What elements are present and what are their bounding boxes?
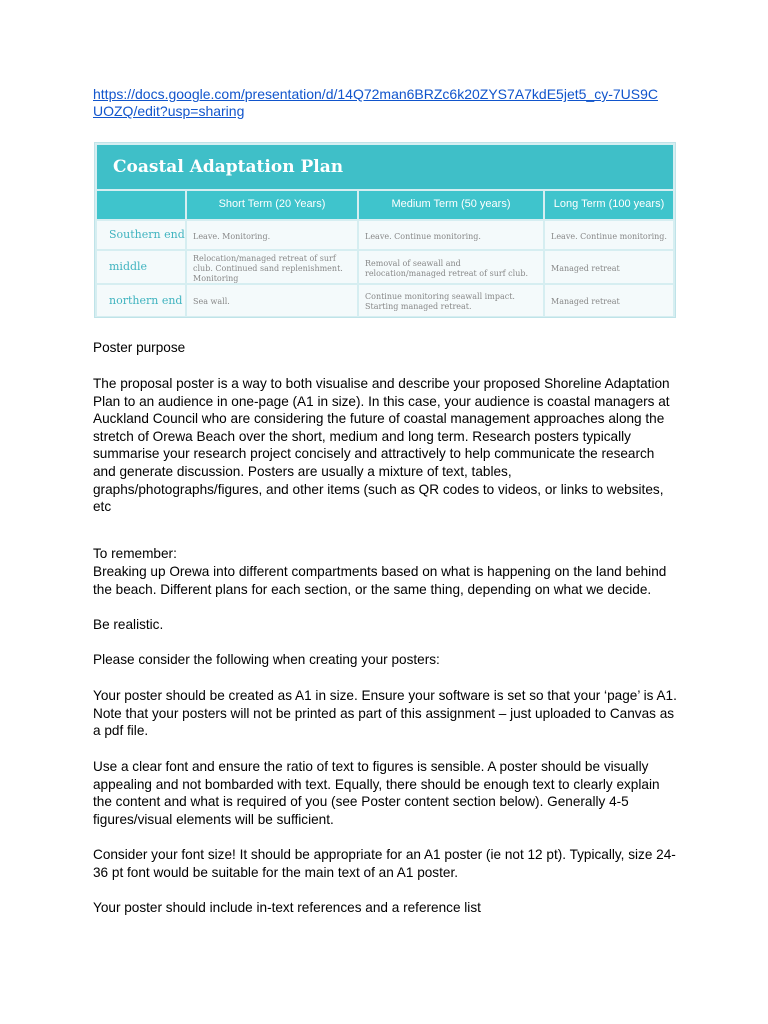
- paragraph-be-realistic: Be realistic.: [93, 617, 164, 632]
- cell-southern-long: Leave. Continue monitoring.: [545, 221, 673, 249]
- cell-middle-short: Relocation/managed retreat of surf club. Continued sand replenishment. Monitoring: [187, 251, 357, 283]
- paragraph-font-size: Consider your font size! It should be appropriate for an A1 poster (ie not 12 pt). Typically, size 24-36 pt font would be suitable for the main text of an A1 poster.: [93, 847, 676, 880]
- presentation-link[interactable]: [93, 86, 671, 120]
- paragraph-consider: Please consider the following when creating your posters:: [93, 652, 440, 667]
- header-medium-term: Medium Term (50 years): [359, 191, 543, 219]
- cell-middle-medium: Removal of seawall and relocation/managed retreat of surf club.: [359, 251, 543, 283]
- link-line-2[interactable]: UOZQ/edit?usp=sharing: [93, 103, 245, 119]
- row-label-middle: middle: [97, 251, 185, 283]
- cell-northern-short: Sea wall.: [187, 285, 357, 316]
- document-page: [93, 86, 678, 120]
- paragraph-remember: Breaking up Orewa into different compartments based on what is happening on the land behind the beach. Different plans for each section, or the same thing, depending on what we decide.: [93, 564, 667, 597]
- row-label-northern-end: northern end: [97, 285, 185, 316]
- link-line-1[interactable]: https://docs.google.com/presentation/d/14Q72man6BRZc6k20ZYS7A7kdE5jet5_cy-7US9C: [93, 86, 658, 102]
- paragraph-poster-size: Your poster should be created as A1 in size. Ensure your software is set so that your ‘page’ is A1. Note that your posters will not be printed as part of this assignment – just uploaded to Canvas as a pdf file.: [93, 688, 677, 739]
- cell-northern-medium: Continue monitoring seawall impact. Starting managed retreat.: [359, 285, 543, 316]
- header-long-term: Long Term (100 years): [545, 191, 673, 219]
- header-blank-cell: [97, 191, 185, 219]
- row-label-southern-end: Southern end: [97, 221, 185, 249]
- paragraph-purpose: The proposal poster is a way to both visualise and describe your proposed Shoreline Adaptation Plan to an audience in one-page (A1 in size). In this case, your audience is coastal managers at Auckland Council who are considering the future of coastal management approaches along the stretch of Orewa Beach over the short, medium and long term. Research posters typically summarise your research project concisely and attractively to help communicate the research and generate discussion. Posters are usually a mixture of text, tables, graphs/photographs/figures, and other items (such as QR codes to videos, or links to websites, etc: [93, 376, 670, 515]
- cell-middle-long: Managed retreat: [545, 251, 673, 283]
- paragraph-font: Use a clear font and ensure the ratio of text to figures is sensible. A poster should be visually appealing and not bombarded with text. Equally, there should be enough text to clearly explain the content and what is required of you (see Poster content section below). Generally 4-5 figures/visual elements will be sufficient.: [93, 759, 660, 827]
- cell-northern-long: Managed retreat: [545, 285, 673, 316]
- paragraph-references: Your poster should include in-text references and a reference list: [93, 900, 481, 915]
- table-title-bar: [97, 145, 673, 189]
- header-short-term: Short Term (20 Years): [187, 191, 357, 219]
- coastal-adaptation-plan-table: [94, 142, 676, 318]
- section-heading-to-remember: To remember:: [93, 546, 177, 561]
- cell-southern-short: Leave. Monitoring.: [187, 221, 357, 249]
- table-title: Coastal Adaptation Plan: [113, 157, 344, 177]
- section-heading-poster-purpose: Poster purpose: [93, 340, 186, 355]
- cell-southern-medium: Leave. Continue monitoring.: [359, 221, 543, 249]
